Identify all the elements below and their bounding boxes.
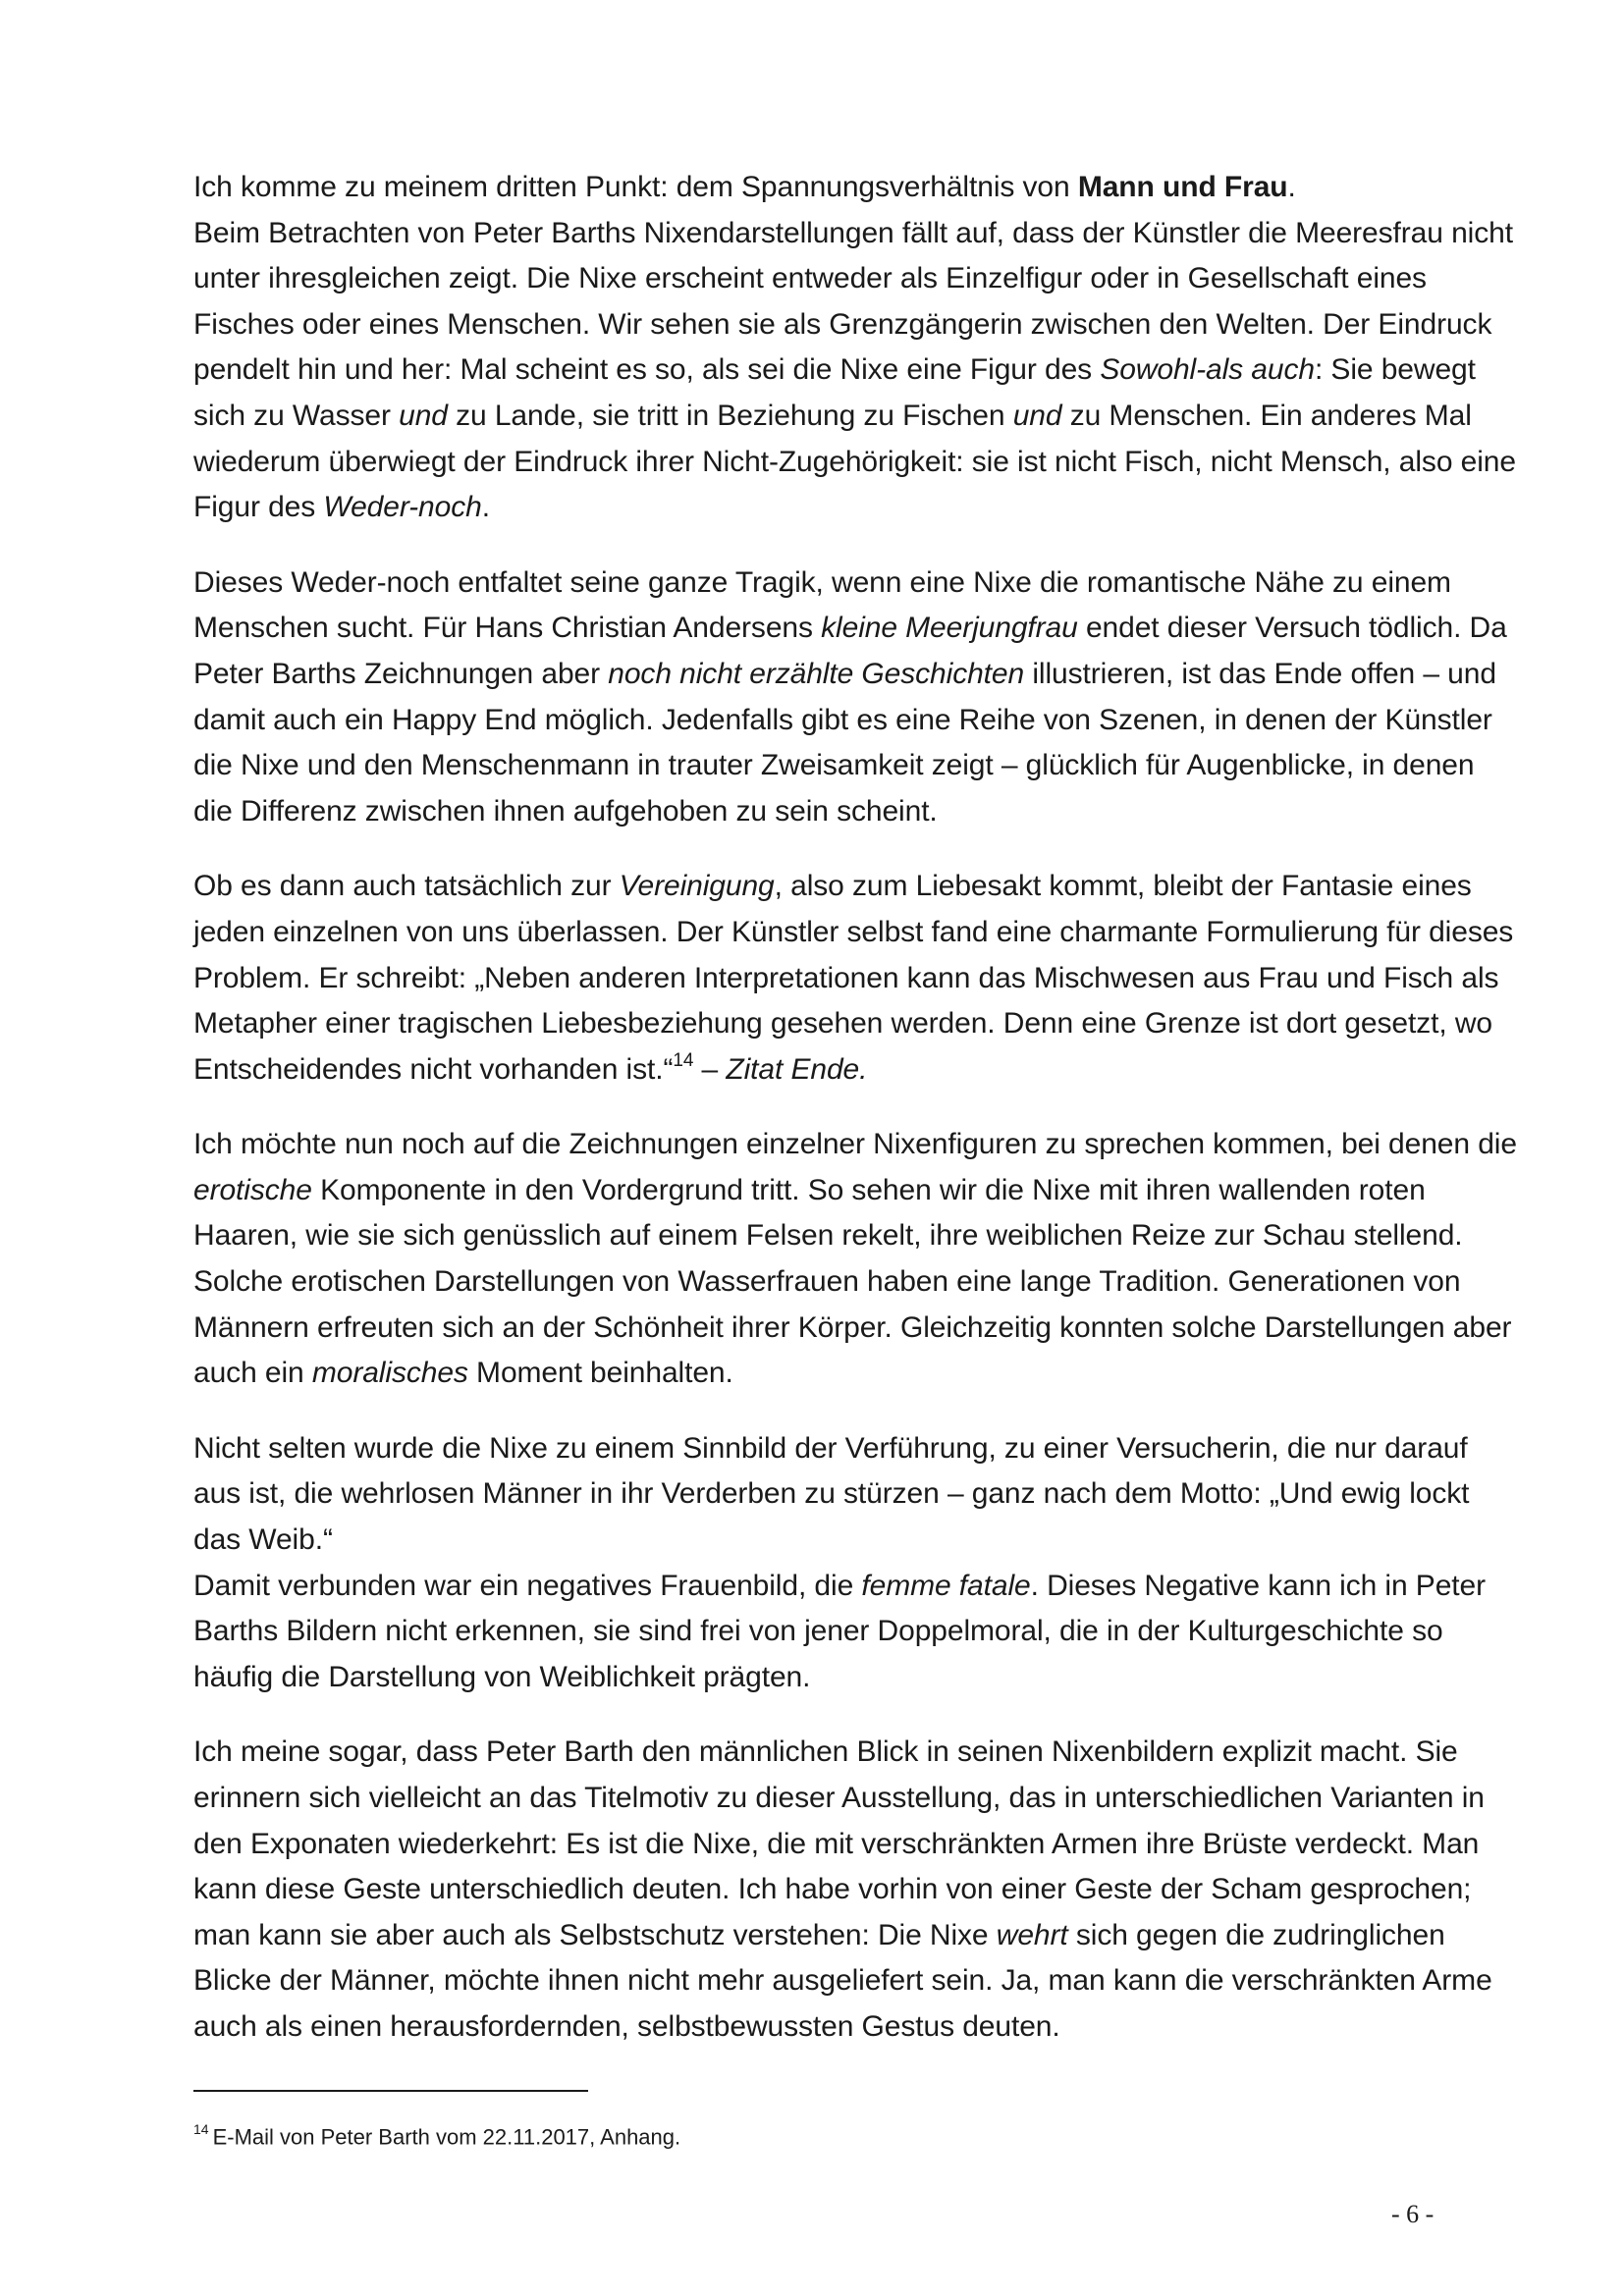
text-run: Ob es dann auch tatsächlich zur <box>193 870 620 903</box>
italic-text: noch nicht erzählte Geschichten <box>608 657 1025 690</box>
paragraph-maennlicher-blick <box>193 1730 1517 2050</box>
text-run: Moment beinhalten. <box>467 1357 733 1390</box>
text-run: illustrieren, ist das Ende offen – und damit auch ein Happy End möglich. Jedenfalls gibt es eine Reihe von Szenen, in denen der Künstler die Nixe und den Menschenmann in trauter Zweisamkeit zeigt – glücklich für Augenblicke, in denen die Differenz zwischen ihnen aufgehoben zu sein scheint. <box>193 657 1496 828</box>
text-run: zu Lande, sie tritt in Beziehung zu Fischen <box>447 399 1013 432</box>
footnote-separator <box>193 2090 588 2092</box>
text-run: . <box>481 491 490 524</box>
paragraph-mann-und-frau <box>193 165 1517 531</box>
text-run: – <box>693 1052 727 1086</box>
italic-text: femme fatale <box>861 1569 1031 1602</box>
footnote-number: 14 <box>193 2121 209 2137</box>
text-run: Ich möchte nun noch auf die Zeichnungen einzelner Nixenfiguren zu sprechen kommen, bei denen die <box>193 1128 1517 1161</box>
text-run: Ich meine sogar, dass Peter Barth den männlichen Blick in seinen Nixenbildern explizit macht. Sie erinnern sich vielleicht an das Titelmotiv zu dieser Ausstellung, das in unterschiedlichen Varianten in den Exponaten wiederkehrt: Es ist die Nixe, die mit verschränkten Armen ihre Brüste verdeckt. Man kann diese Geste unterschiedlich deuten. Ich habe vorhin von einer Geste der Scham gesprochen; man kann sie aber auch als Selbstschutz verstehen: Die Nixe <box>193 1735 1485 1951</box>
text-run: Nicht selten wurde die Nixe zu einem Sinnbild der Verführung, zu einer Versucherin, die nur darauf aus ist, die wehrlosen Männer in ihr Verderben zu stürzen – ganz nach dem Motto: „Und ewig lockt das Weib.“ <box>193 1431 1470 1557</box>
document-body <box>193 165 1517 2051</box>
paragraph-vereinigung <box>193 864 1517 1093</box>
italic-text: und <box>399 399 448 432</box>
footnote <box>193 2117 680 2151</box>
text-run: sich gegen die zudringlichen Blicke der Männer, möchte ihnen nicht mehr ausgeliefert sein. Ja, man kann die verschränkten Arme auch als einen herausfordernden, selbstbewussten Gestus deuten. <box>193 1918 1492 2043</box>
italic-text: und <box>1012 399 1062 432</box>
italic-text: Sowohl-als auch <box>1100 353 1315 387</box>
text-run: Damit verbunden war ein negatives Frauenbild, die <box>193 1569 862 1602</box>
footnote-reference: 14 <box>673 1049 694 1071</box>
text-run: endet dieser Versuch tödlich. Da Peter Barths Zeichnungen aber <box>193 612 1507 690</box>
italic-text: Vereinigung <box>619 870 775 903</box>
italic-text: Zitat Ende. <box>726 1052 868 1086</box>
page-number: - 6 - <box>1391 2200 1435 2228</box>
text-run: Dieses Weder-noch entfaltet seine ganze Tragik, wenn eine Nixe die romantische Nähe zu einem Menschen sucht. Für Hans Christian Andersens <box>193 565 1451 645</box>
text-run: . Dieses Negative kann ich in Peter Barths Bildern nicht erkennen, sie sind frei von jener Doppelmoral, die in der Kulturgeschichte so häufig die Darstellung von Weiblichkeit prägten. <box>193 1569 1487 1693</box>
paragraph-weder-noch <box>193 561 1517 835</box>
paragraph-erotische-komponente <box>193 1122 1517 1397</box>
bold-text: Mann und Frau <box>1077 171 1288 203</box>
text-run: Ich komme zu meinem dritten Punkt: dem Spannungsverhältnis von <box>193 171 1078 203</box>
text-run: , also zum Liebesakt kommt, bleibt der Fantasie eines jeden einzelnen von uns überlassen. Der Künstler selbst fand eine charmante Formulierung für dieses Problem. Er schreibt: „Neben anderen Interpretationen kann das Mischwesen aus Frau und Fisch als Metapher einer tragischen Liebesbeziehung gesehen werden. Denn eine Grenze ist dort gesetzt, wo Entscheidendes nicht vorhanden ist.“ <box>193 870 1514 1086</box>
text-run: : Sie bewegt sich zu Wasser <box>193 353 1476 432</box>
italic-text: erotische <box>193 1173 312 1206</box>
footnote-text: E-Mail von Peter Barth vom 22.11.2017, Anhang. <box>212 2124 681 2150</box>
italic-text: moralisches <box>311 1357 468 1390</box>
italic-text: Weder-noch <box>323 491 482 524</box>
italic-text: kleine Meerjungfrau <box>821 612 1078 645</box>
text-run: zu Menschen. Ein anderes Mal wiederum überwiegt der Eindruck ihrer Nicht-Zugehörigkeit: sie ist nicht Fisch, nicht Mensch, also eine Figur des <box>193 399 1516 524</box>
paragraph-verfuehrung <box>193 1426 1517 1701</box>
text-run: . <box>1287 171 1296 203</box>
text-run: Komponente in den Vordergrund tritt. So sehen wir die Nixe mit ihren wallenden roten Haaren, wie sie sich genüsslich auf einem Felsen rekelt, ihre weiblichen Reize zur Schau stellend. Solche erotischen Darstellungen von Wasserfrauen haben eine lange Tradition. Generationen von Männern erfreuten sich an der Schönheit ihrer Körper. Gleichzeitig konnten solche Darstellungen aber auch ein <box>193 1173 1512 1390</box>
text-run: Beim Betrachten von Peter Barths Nixendarstellungen fällt auf, dass der Künstler die Meeresfrau nicht unter ihresgleichen zeigt. Die Nixe erscheint entweder als Einzelfigur oder in Gesellschaft eines Fisches oder eines Menschen. Wir sehen sie als Grenzgängerin zwischen den Welten. Der Eindruck pendelt hin und her: Mal scheint es so, als sei die Nixe eine Figur des <box>193 216 1513 387</box>
italic-text: wehrt <box>996 1918 1068 1951</box>
